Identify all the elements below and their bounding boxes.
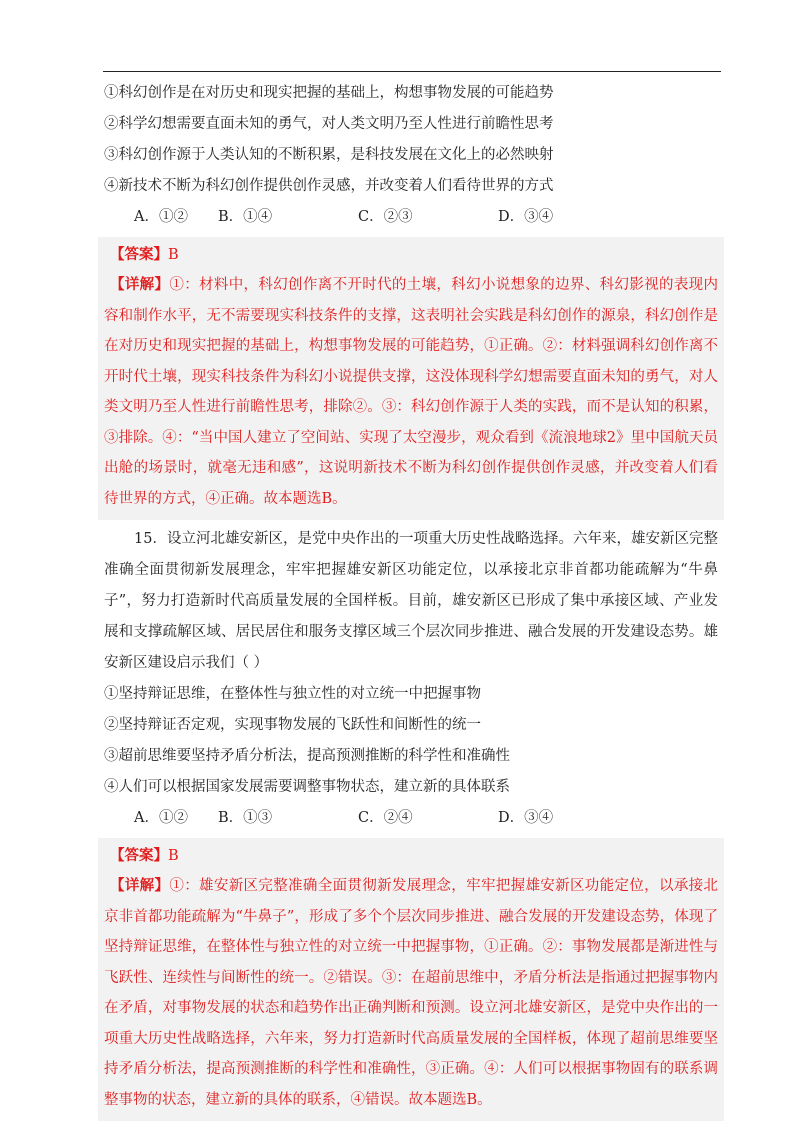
q15-detail [104,871,718,1115]
q15-answer-label: 【答案】 [110,847,168,864]
q14-answer-box [98,237,724,520]
q14-answer [104,239,718,270]
q15-statement-1: ①坚持辩证思维，在整体性与独立性的对立统一中把握事物 [104,686,481,702]
q15-stem-text: 15．设立河北雄安新区，是党中央作出的一项重大历史性战略选择。六年来，雄安新区完整准确全面贯彻新发展理念，牢牢把握雄安新区功能定位，以承接北京非首都功能疏解为“牛鼻子”，努力打造新时代高质量发展的全国样板。目前，雄安新区已形成了集中承接区域、产业发展和支撑疏解区域、居民居住和服务支撑区域三个层次同步推进、融合发展的开发建设态势。雄安新区建设启示我们（ ） [104,531,718,671]
header-rule [103,71,721,72]
page-content [104,78,718,1121]
q15-statement-3: ③超前思维要坚持矛盾分析法，提高预测推断的科学性和准确性 [104,748,510,764]
q15-detail-label: 【详解】 [110,877,170,894]
q15-answer-value: B [168,848,179,864]
q14-option-d: D．③④ [498,209,554,225]
q15-answer [104,840,718,871]
q14-statement-2: ②科学幻想需要直面未知的勇气，对人类文明乃至人性进行前瞻性思考 [104,116,554,132]
q15-options [104,803,718,834]
q14-detail-label: 【详解】 [110,276,170,293]
q14-statement-4: ④新技术不断为科幻创作提供创作灵感，并改变着人们看待世界的方式 [104,178,554,194]
q15-statements [104,679,718,803]
q15-statement-4: ④人们可以根据国家发展需要调整事物状态，建立新的具体联系 [104,779,510,795]
q15-detail-text: ①：雄安新区完整准确全面贯彻新发展理念，牢牢把握雄安新区功能定位，以承接北京非首都功能疏解为“牛鼻子”，形成了多个个层次同步推进、融合发展的开发建设态势，体现了坚持辩证思维，在整体性与独立性的对立统一中把握事物，①正确。②：事物发展都是渐进性与飞跃性、连续性与间断性的统一。②错误。③：在超前思维中，矛盾分析法是指通过把握事物内在矛盾，对事物发展的状态和趋势作出正确判断和预测。设立河北雄安新区，是党中央作出的一项重大历史性战略选择，六年来，努力打造新时代高质量发展的全国样板，体现了超前思维要坚持矛盾分析法，提高预测推断的科学性和准确性，③正确。④：人们可以根据事物固有的联系调整事物的状态，建立新的具体的联系，④错误。故本题选B。 [104,878,719,1108]
q15-option-c: C．②④ [358,810,413,826]
q14-options [104,202,718,233]
q15-statement-2: ②坚持辩证否定观，实现事物发展的飞跃性和间断性的统一 [104,717,481,733]
q14-detail [104,270,718,514]
q14-option-a: A．①② [134,209,188,225]
q14-statement-1: ①科幻创作是在对历史和现实把握的基础上，构想事物发展的可能趋势 [104,85,554,101]
q15-option-a: A．①② [134,810,188,826]
q14-option-c: C．②③ [358,209,413,225]
q15-answer-box [98,838,724,1121]
q15-stem [104,520,718,679]
q15-option-b: B．①③ [218,810,273,826]
q14-statement-3: ③科幻创作源于人类认知的不断积累，是科技发展在文化上的必然映射 [104,147,554,163]
q14-statements [104,78,718,202]
q14-option-b: B．①④ [218,209,273,225]
q15-option-d: D．③④ [498,810,554,826]
q14-detail-text: ①：材料中，科幻创作离不开时代的土壤，科幻小说想象的边界、科幻影视的表现内容和制作水平，无不需要现实科技条件的支撑，这表明社会实践是科幻创作的源泉，科幻创作是在对历史和现实把握的基础上，构想事物发展的可能趋势，①正确。②：材料强调科幻创作离不开时代土壤，现实科技条件为科幻小说提供支撑，这没体现科学幻想需要直面未知的勇气，对人类文明乃至人性进行前瞻性思考，排除②。③：科幻创作源于人类的实践，而不是认知的积累，③排除。④：“当中国人建立了空间站、实现了太空漫步，观众看到《流浪地球2》里中国航天员出舱的场景时，就毫无违和感”，这说明新技术不断为科幻创作提供创作灵感，并改变着人们看待世界的方式，④正确。故本题选B。 [104,277,719,507]
q14-answer-value: B [168,247,179,263]
q14-answer-label: 【答案】 [110,246,168,263]
